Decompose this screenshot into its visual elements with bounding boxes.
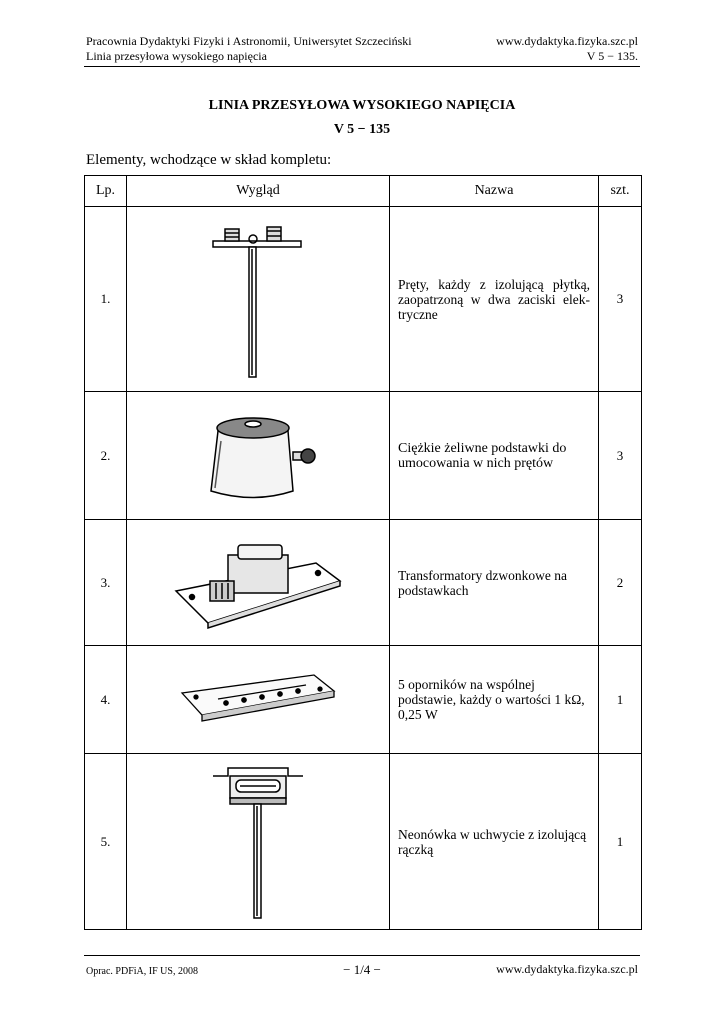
row-number: 2.: [85, 392, 127, 520]
row-qty: 2: [599, 520, 642, 646]
footer-rule: [84, 955, 640, 956]
row-image: [127, 646, 390, 754]
table-row: [85, 646, 642, 754]
header-institution: Pracownia Dydaktyki Fizyki i Astronomii, Uniwersytet Szczeciński: [86, 34, 412, 48]
row-image: [127, 207, 390, 392]
header-url: www.dydaktyka.fizyka.szc.pl: [496, 34, 638, 48]
intro-text: Elementy, wchodzące w skład kompletu:: [86, 152, 332, 168]
row-image: [127, 392, 390, 520]
col-header-qty: szt.: [599, 176, 642, 207]
row-name: Pręty, każdy z izolującą płytką, zaopatrzoną w dwa zaciski elek-tryczne: [390, 207, 599, 392]
row-number: 5.: [85, 754, 127, 930]
col-header-lp: Lp.: [85, 176, 127, 207]
header-topic: Linia przesyłowa wysokiego napięcia: [86, 49, 267, 63]
footer-credit: Oprac. PDFiA, IF US, 2008: [86, 966, 198, 977]
table-row: [85, 207, 642, 392]
row-number: 4.: [85, 646, 127, 754]
row-name: Neonówka w uchwycie z izolującą rączką: [390, 754, 599, 930]
bell-transformer-icon: [168, 533, 348, 633]
row-qty: 3: [599, 392, 642, 520]
table-row: [85, 392, 642, 520]
header-left: [86, 34, 412, 64]
page-number: − 1/4 −: [343, 962, 381, 977]
page-title: LINIA PRZESYŁOWA WYSOKIEGO NAPIĘCIA: [208, 98, 516, 113]
row-qty: 1: [599, 754, 642, 930]
row-image: [127, 754, 390, 930]
row-qty: 1: [599, 646, 642, 754]
components-table: [84, 175, 642, 930]
row-name: 5 oporników na wspólnej podstawie, każdy o wartości 1 kΩ, 0,25 W: [390, 646, 599, 754]
footer-url: www.dydaktyka.fizyka.szc.pl: [496, 962, 638, 976]
header-code: V 5 − 135.: [586, 49, 638, 63]
col-header-look: Wygląd: [127, 176, 390, 207]
col-header-name: Nazwa: [390, 176, 599, 207]
row-image: [127, 520, 390, 646]
header-rule: [84, 66, 640, 67]
resistor-board-icon: [178, 665, 338, 735]
row-name: Transformatory dzwonkowe na podstawkach: [390, 520, 599, 646]
row-number: 3.: [85, 520, 127, 646]
table-header-row: [85, 176, 642, 207]
cast-iron-base-icon: [193, 406, 323, 506]
table-row: [85, 754, 642, 930]
header-right: [496, 34, 638, 64]
page-subtitle: V 5 − 135: [333, 122, 391, 137]
row-name: Ciężkie żeliwne podstawki do umocowania w nich prętów: [390, 392, 599, 520]
neon-tester-icon: [208, 762, 308, 922]
rod-with-terminals-icon: [203, 219, 313, 379]
row-qty: 3: [599, 207, 642, 392]
row-number: 1.: [85, 207, 127, 392]
table-row: [85, 520, 642, 646]
